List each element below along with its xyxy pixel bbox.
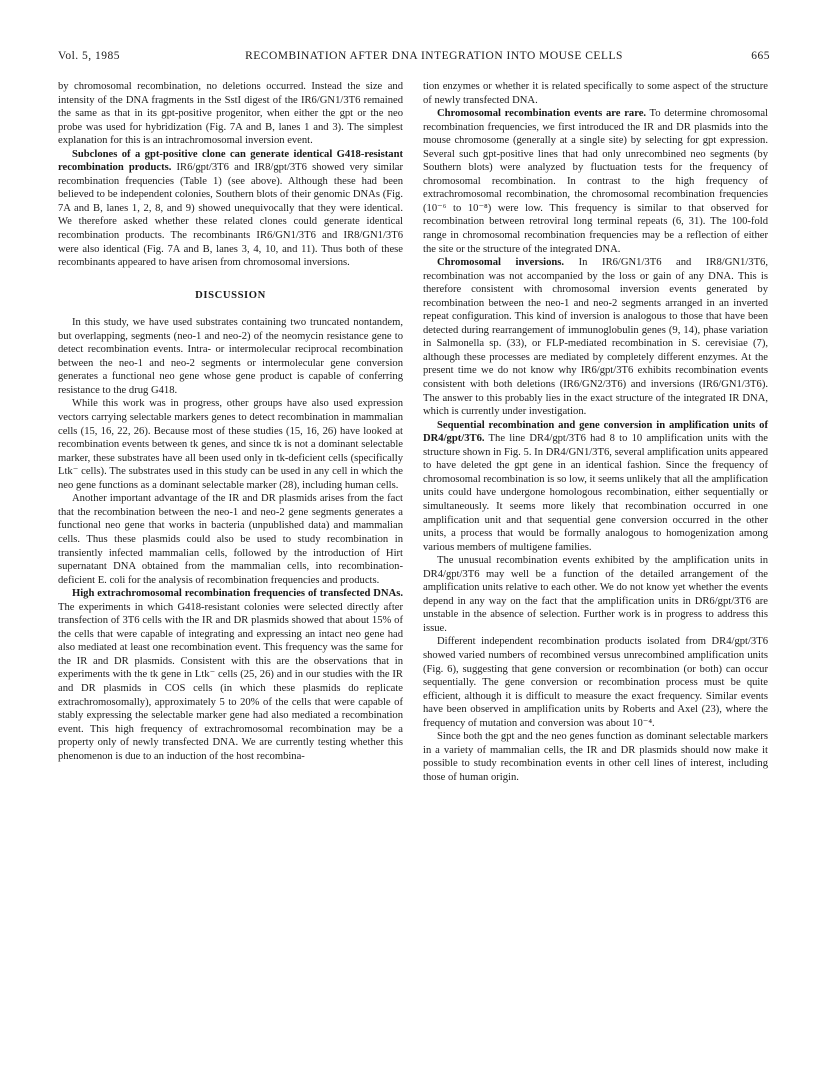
- paragraph: tion enzymes or whether it is related specifically to some aspect of the structure of newly transfected DNA.: [423, 81, 768, 106]
- paragraph-body: IR6/gpt/3T6 and IR8/gpt/3T6 showed very similar recombination frequencies (Table 1) (see above). Although these had been believed to be independent colonies, Southern blots of their genomic DNAs (Fig. 7A and B, lanes 1, 2, 8, and 9) showed unequivocally that they were identical. We therefore asked whether these related clones could generate identical recombination products. The recombinants IR6/GN1/3T6 and IR8/GN1/3T6 were also identical (Fig. 7A and B, lanes 3, 4, 10, and 11). Thus both of these recombinants appeared to have arisen from chromosomal inversions.: [58, 162, 403, 269]
- paragraph: [58, 148, 403, 270]
- paragraph: Since both the gpt and the neo genes function as dominant selectable markers in a variety of mammalian cells, the IR and DR plasmids should now make it possible to study recombination events in other cell lines of interest, including those of human origin.: [423, 731, 768, 783]
- page-number: 665: [751, 50, 770, 62]
- right-column: [423, 80, 768, 784]
- paragraph: Different independent recombination products isolated from DR4/gpt/3T6 showed varied numbers of recombined versus unrecombined amplification units (Fig. 6), suggesting that gene conversion or recombination (or both) can occur sequentially. The gene conversion or recombination process must be quite efficient, although it is difficult to measure the exact frequency. Similar events have been observed in amplification units by Roberts and Axel (23), where the frequency of mutation and conversion was about 10⁻⁴.: [423, 636, 768, 729]
- paragraph: [423, 256, 768, 419]
- paragraph: [423, 107, 768, 256]
- paragraph: The unusual recombination events exhibited by the amplification units in DR4/gpt/3T6 may well be a function of the detailed arrangement of the amplification units relative to each other. We do not know yet whether the events depend in any way on the fact that the amplification units in DR6/gpt/3T6 are unstable in the absence of selection. Further work is in progress to address this issue.: [423, 555, 768, 634]
- paragraph-lead: Subclones of a gpt-positive clone can generate identical G418-resistant recombination products.: [58, 148, 403, 174]
- paragraph-body: The experiments in which G418-resistant colonies were selected directly after transfection of 3T6 cells with the IR and DR plasmids showed that about 15% of the cells that were capable of integrating and expressing an intact neo gene had also mediated at least one recombination event. This frequency was the same for the IR and DR plasmids. Consistent with this are the observations that in experiments with the tk gene in Ltk⁻ cells (25, 26) and in our studies with the IR and DR plasmids in COS cells (in which these plasmids do replicate extrachromosomally), approximately 5 to 20% of the cells that were capable of stably expressing the selectable marker gene had also mediated a recombination event. This high frequency of extrachromosomal recombination may be a property only of newly transfected DNA. We are currently testing whether this phenomenon is due to an induction of the host recombina-: [58, 601, 403, 762]
- paragraph-lead: High extrachromosomal recombination frequencies of transfected DNAs.: [72, 588, 403, 600]
- paragraph-lead: Sequential recombination and gene conversion in amplification units of DR4/gpt/3T6.: [423, 419, 768, 445]
- paragraph-lead: Chromosomal inversions.: [437, 257, 565, 269]
- paragraph-body: In IR6/GN1/3T6 and IR8/GN1/3T6, recombination was not accompanied by the loss or gain of any DNA. This is therefore consistent with chromosomal inversion events generated by recombination between the neo-1 and neo-2 segments arranged in an inverted repeat configuration. This kind of inversion is analogous to those that have been detected during rearrangement of immunoglobulin genes (9, 14), phase variation in Salmonella sp. (33), or FLP-mediated recombination in S. cerevisiae (7), although these processes are mediated by completely different enzymes. At the present time we do not know why IR6/gpt/3T6 exhibits recombination events consistent with both deletions (IR6/GN2/3T6) and inversions (IR6/GN1/3T6). The answer to this probably lies in the exact structure of the integrated IR DNA, which is currently under investigation.: [423, 257, 768, 418]
- paragraph: Another important advantage of the IR and DR plasmids arises from the fact that the recombination between the neo-1 and neo-2 gene segments generates a functional neo gene that works in bacteria (unpublished data) and mammalian cells. Thus these plasmids could also be used to study recombination in transiently infected mammalian cells, followed by the introduction of Hirt supernatant DNA obtained from the mammalian cells, into recombination-deficient E. coli for the analysis of recombination frequencies and products.: [58, 493, 403, 586]
- paragraph-body: The line DR4/gpt/3T6 had 8 to 10 amplification units with the structure shown in Fig. 5. In DR4/GN1/3T6, several amplification units appeared to have deleted the gpt gene in an identical fashion. Since the frequency of chromosomal recombination is so low, it seems unlikely that all the amplification units could have undergone homologous recombination, either sequentially or simultaneously. It seems more likely that recombination occurred in one amplification unit and that sequential gene conversion occurred in the other units, a process that would be formally analogous to homogenization among various members of multigene families.: [423, 433, 768, 553]
- paragraph-lead: Chromosomal recombination events are rare.: [437, 108, 647, 120]
- paragraph-body: To determine chromosomal recombination frequencies, we first introduced the IR and DR plasmids into the mouse chromosome (generally at a single site) by selecting for gpt expression. Several such gpt-positive lines that had only unrecombined neo segments (by Southern blots) were analyzed by fluctuation tests for the frequency of chromosomal recombination. In contrast to the high frequency of extrachromosomal recombination, the chromosomal recombination frequencies (10⁻⁶ to 10⁻⁸) were low. This frequency is similar to that observed for recombination between retroviral long terminal repeats (6, 31). The 100-fold range in chromosomal recombination frequencies may be a reflection of either the site or the structure of the integrated DNA.: [423, 108, 768, 255]
- running-title: RECOMBINATION AFTER DNA INTEGRATION INTO MOUSE CELLS: [245, 50, 623, 62]
- paragraph: by chromosomal recombination, no deletions occurred. Instead the size and intensity of the DNA fragments in the SstI digest of the IR6/GN1/3T6 remained the same as that in its gpt-positive progenitor, when either the gpt or the neo probe was used for hybridization (Fig. 7A and B, lanes 1 and 3). The simplest explanation for this is an intrachromosomal inversion event.: [58, 81, 403, 147]
- discussion-heading: DISCUSSION: [195, 289, 266, 301]
- paragraph: While this work was in progress, other groups have also used expression vectors carrying selectable markers genes to detect recombination in mammalian cells (15, 16, 22, 26). Because most of these studies (15, 16, 26) have looked at recombination events between tk genes, and since tk is not a dominant selectable marker, these substrates have all been used only in tk-deficient cells (specifically Ltk⁻ cells). The substrates used in this study can be used in any cell in which the neo gene functions as a dominant selectable marker (28), including human cells.: [58, 398, 403, 491]
- paragraph: [423, 419, 768, 554]
- paragraph: In this study, we have used substrates containing two truncated nontandem, but overlapping, segments (neo-1 and neo-2) of the neomycin resistance gene to detect recombination events. Intra- or intermolecular reciprocal recombination between the neo-1 and neo-2 segments or intermolecular gene conversion generates a functional neo gene whose gene product is capable of conferring resistance to the drug G418.: [58, 317, 403, 396]
- left-column: [58, 80, 403, 763]
- running-header: [58, 50, 770, 70]
- volume-label: Vol. 5, 1985: [58, 50, 121, 62]
- paragraph: [58, 587, 403, 763]
